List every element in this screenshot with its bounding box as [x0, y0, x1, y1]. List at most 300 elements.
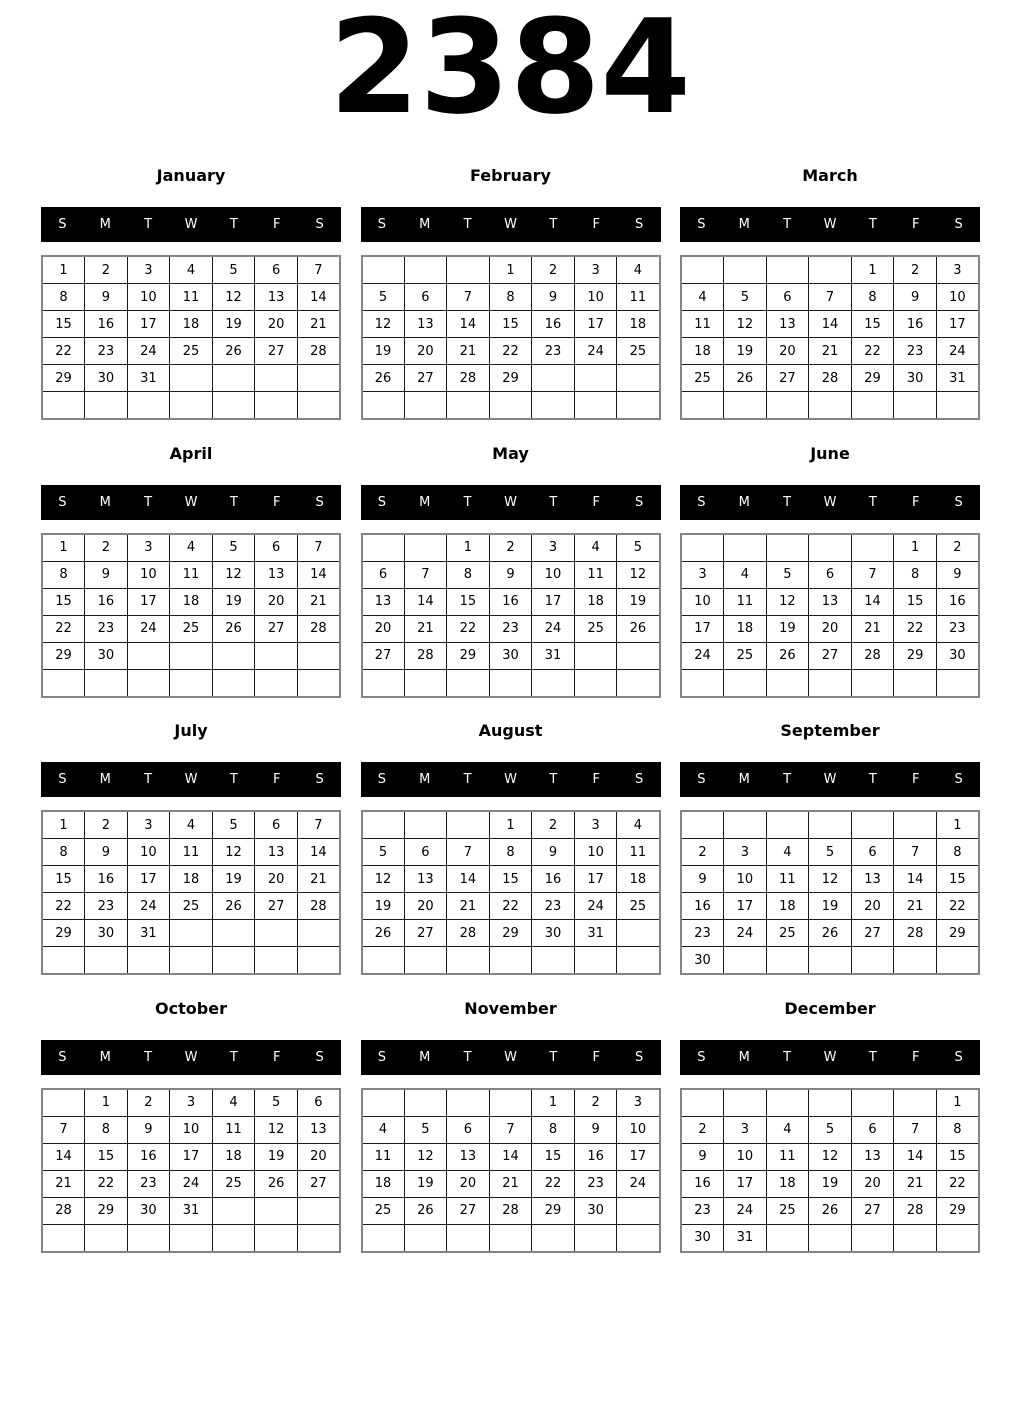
- month-name: January: [156, 166, 226, 185]
- month-day-grid: [680, 533, 980, 698]
- day-cell: 13: [447, 1143, 490, 1170]
- day-cell: 6: [447, 1116, 490, 1143]
- day-cell: 10: [127, 284, 170, 311]
- month-day-grid: [680, 1088, 980, 1253]
- day-cell: 11: [724, 588, 767, 615]
- empty-cell: [447, 256, 490, 284]
- day-cell: 27: [809, 642, 852, 669]
- day-cell: 1: [42, 534, 85, 562]
- empty-cell: [851, 669, 894, 697]
- weekday-letter: S: [377, 772, 387, 787]
- week-row: [362, 392, 660, 420]
- day-cell: 28: [489, 1197, 532, 1224]
- day-cell: 30: [85, 642, 128, 669]
- empty-cell: [809, 811, 852, 839]
- empty-cell: [212, 669, 255, 697]
- day-cell: 9: [532, 284, 575, 311]
- day-cell: 22: [851, 338, 894, 365]
- month-name: June: [810, 443, 850, 463]
- month-day-grid: [41, 533, 341, 698]
- empty-cell: [851, 1224, 894, 1252]
- empty-cell: [42, 1224, 85, 1252]
- day-cell: 2: [489, 534, 532, 562]
- day-cell: 24: [532, 615, 575, 642]
- day-cell: 26: [212, 615, 255, 642]
- weekday-letter: T: [868, 494, 877, 510]
- week-row: [362, 642, 660, 669]
- day-cell: 22: [532, 1170, 575, 1197]
- weekday-letter: W: [504, 217, 517, 232]
- day-cell: 11: [212, 1116, 255, 1143]
- day-cell: 28: [894, 1197, 937, 1224]
- day-cell: 27: [255, 338, 298, 365]
- week-row: [42, 1170, 340, 1197]
- day-cell: 27: [851, 920, 894, 947]
- day-cell: 23: [681, 1197, 724, 1224]
- empty-cell: [170, 920, 213, 947]
- empty-cell: [617, 947, 660, 975]
- empty-cell: [212, 1197, 255, 1224]
- day-cell: 24: [127, 338, 170, 365]
- day-cell: 7: [404, 561, 447, 588]
- week-row: [681, 588, 979, 615]
- day-cell: 22: [42, 893, 85, 920]
- day-cell: 7: [894, 1116, 937, 1143]
- day-cell: 9: [894, 284, 937, 311]
- empty-cell: [127, 947, 170, 975]
- day-cell: 22: [42, 615, 85, 642]
- day-cell: 29: [894, 642, 937, 669]
- day-cell: 20: [255, 588, 298, 615]
- empty-cell: [447, 947, 490, 975]
- day-cell: 29: [42, 365, 85, 392]
- day-cell: 11: [170, 284, 213, 311]
- day-cell: 5: [255, 1089, 298, 1117]
- month-day-grid: [41, 255, 341, 420]
- day-cell: 24: [681, 642, 724, 669]
- day-cell: 19: [362, 893, 405, 920]
- day-cell: 9: [936, 561, 979, 588]
- day-cell: 4: [170, 256, 213, 284]
- day-cell: 7: [297, 811, 340, 839]
- day-cell: 19: [212, 588, 255, 615]
- empty-cell: [404, 1224, 447, 1252]
- day-cell: 6: [851, 1116, 894, 1143]
- day-cell: 5: [617, 534, 660, 562]
- day-cell: 18: [170, 588, 213, 615]
- weekday-letter: T: [549, 494, 558, 510]
- weekday-letter: W: [504, 772, 517, 787]
- day-cell: 9: [574, 1116, 617, 1143]
- empty-cell: [297, 642, 340, 669]
- day-cell: 31: [127, 365, 170, 392]
- day-cell: 22: [489, 893, 532, 920]
- weekday-letter: M: [738, 217, 750, 232]
- day-cell: 23: [85, 615, 128, 642]
- day-cell: 29: [936, 1197, 979, 1224]
- week-row: [362, 338, 660, 365]
- day-cell: 15: [936, 866, 979, 893]
- day-cell: 17: [127, 588, 170, 615]
- day-cell: 11: [574, 561, 617, 588]
- day-cell: 5: [809, 1116, 852, 1143]
- day-cell: 18: [724, 615, 767, 642]
- day-cell: 17: [574, 866, 617, 893]
- day-cell: 19: [724, 338, 767, 365]
- day-cell: 26: [212, 893, 255, 920]
- weekday-letter: M: [738, 494, 750, 510]
- day-cell: 18: [362, 1170, 405, 1197]
- day-cell: 27: [255, 615, 298, 642]
- month-name: February: [470, 166, 551, 185]
- day-cell: 20: [851, 893, 894, 920]
- day-cell: 13: [255, 284, 298, 311]
- day-cell: 28: [809, 365, 852, 392]
- weekday-letter: S: [634, 217, 644, 232]
- day-cell: 1: [42, 256, 85, 284]
- day-cell: 3: [724, 839, 767, 866]
- day-cell: 5: [362, 284, 405, 311]
- day-cell: 27: [404, 920, 447, 947]
- day-cell: 18: [617, 866, 660, 893]
- day-cell: 15: [85, 1143, 128, 1170]
- month-day-grid: [680, 810, 980, 975]
- weekday-header-row: [680, 485, 980, 520]
- day-cell: 16: [936, 588, 979, 615]
- month-name: August: [478, 721, 543, 740]
- day-cell: 29: [42, 920, 85, 947]
- weekday-letter: M: [419, 217, 431, 232]
- empty-cell: [851, 534, 894, 562]
- day-cell: 1: [85, 1089, 128, 1117]
- day-cell: 2: [894, 256, 937, 284]
- day-cell: 25: [212, 1170, 255, 1197]
- empty-cell: [851, 1089, 894, 1117]
- day-cell: 8: [936, 839, 979, 866]
- empty-cell: [447, 811, 490, 839]
- empty-cell: [297, 392, 340, 420]
- day-cell: 6: [809, 561, 852, 588]
- week-row: [362, 920, 660, 947]
- day-cell: 23: [532, 893, 575, 920]
- week-row: [362, 588, 660, 615]
- day-cell: 13: [362, 588, 405, 615]
- week-row: [681, 642, 979, 669]
- weekday-letter: T: [868, 772, 877, 787]
- day-cell: 10: [127, 561, 170, 588]
- day-cell: 8: [42, 284, 85, 311]
- empty-cell: [212, 365, 255, 392]
- day-cell: 26: [724, 365, 767, 392]
- empty-cell: [212, 642, 255, 669]
- week-row: [681, 1116, 979, 1143]
- weekday-letter: S: [58, 494, 67, 510]
- day-cell: 7: [297, 534, 340, 562]
- empty-cell: [894, 392, 937, 420]
- month-may: [361, 426, 661, 704]
- empty-cell: [617, 1224, 660, 1252]
- weekday-header-row: [680, 207, 980, 242]
- week-row: [42, 365, 340, 392]
- day-cell: 20: [447, 1170, 490, 1197]
- empty-cell: [362, 1089, 405, 1117]
- day-cell: 28: [404, 642, 447, 669]
- day-cell: 25: [170, 615, 213, 642]
- day-cell: 15: [42, 866, 85, 893]
- weekday-letter: T: [144, 1049, 153, 1065]
- day-cell: 7: [447, 839, 490, 866]
- weekday-letter: S: [697, 1049, 706, 1065]
- day-cell: 6: [255, 534, 298, 562]
- day-cell: 1: [489, 811, 532, 839]
- weekday-letter: T: [783, 772, 792, 787]
- week-row: [42, 839, 340, 866]
- empty-cell: [212, 392, 255, 420]
- day-cell: 24: [936, 338, 979, 365]
- week-row: [362, 1170, 660, 1197]
- month-name: May: [492, 443, 529, 463]
- day-cell: 19: [766, 615, 809, 642]
- month-june: [680, 426, 980, 704]
- day-cell: 31: [936, 365, 979, 392]
- week-row: [42, 1197, 340, 1224]
- month-name: March: [802, 166, 858, 185]
- empty-cell: [574, 947, 617, 975]
- week-row: [42, 534, 340, 562]
- day-cell: 30: [681, 947, 724, 975]
- empty-cell: [724, 1089, 767, 1117]
- empty-cell: [447, 392, 490, 420]
- day-cell: 29: [851, 365, 894, 392]
- week-row: [681, 284, 979, 311]
- weekday-letter: T: [463, 217, 472, 232]
- week-row: [362, 284, 660, 311]
- day-cell: 28: [447, 365, 490, 392]
- empty-cell: [851, 947, 894, 975]
- day-cell: 3: [574, 256, 617, 284]
- empty-cell: [170, 642, 213, 669]
- day-cell: 12: [255, 1116, 298, 1143]
- weekday-header-row: [361, 485, 661, 520]
- day-cell: 8: [489, 284, 532, 311]
- day-cell: 4: [617, 811, 660, 839]
- weekday-letter: T: [549, 772, 558, 787]
- empty-cell: [212, 1224, 255, 1252]
- weekday-letter: S: [315, 217, 324, 232]
- empty-cell: [255, 365, 298, 392]
- day-cell: 22: [42, 338, 85, 365]
- day-cell: 18: [170, 866, 213, 893]
- day-cell: 6: [255, 811, 298, 839]
- weekday-letter: W: [504, 494, 517, 510]
- day-cell: 1: [532, 1089, 575, 1117]
- day-cell: 14: [894, 866, 937, 893]
- empty-cell: [170, 392, 213, 420]
- week-row: [42, 893, 340, 920]
- day-cell: 21: [894, 893, 937, 920]
- day-cell: 24: [724, 920, 767, 947]
- day-cell: 24: [574, 893, 617, 920]
- month-name: October: [155, 998, 227, 1018]
- day-cell: 10: [574, 839, 617, 866]
- day-cell: 31: [724, 1224, 767, 1252]
- empty-cell: [809, 534, 852, 562]
- day-cell: 16: [85, 866, 128, 893]
- day-cell: 4: [170, 811, 213, 839]
- empty-cell: [574, 365, 617, 392]
- day-cell: 30: [574, 1197, 617, 1224]
- day-cell: 21: [404, 615, 447, 642]
- day-cell: 2: [127, 1089, 170, 1117]
- day-cell: 23: [681, 920, 724, 947]
- week-row: [42, 811, 340, 839]
- day-cell: 21: [297, 311, 340, 338]
- day-cell: 5: [212, 256, 255, 284]
- day-cell: 27: [362, 642, 405, 669]
- day-cell: 12: [809, 866, 852, 893]
- week-row: [42, 866, 340, 893]
- day-cell: 15: [447, 588, 490, 615]
- empty-cell: [404, 392, 447, 420]
- day-cell: 7: [809, 284, 852, 311]
- empty-cell: [574, 392, 617, 420]
- day-cell: 29: [532, 1197, 575, 1224]
- day-cell: 20: [362, 615, 405, 642]
- day-cell: 23: [489, 615, 532, 642]
- day-cell: 21: [851, 615, 894, 642]
- day-cell: 27: [255, 893, 298, 920]
- year-title: 2384: [329, 0, 691, 143]
- weekday-letter: S: [377, 217, 387, 232]
- day-cell: 14: [894, 1143, 937, 1170]
- month-december: [680, 981, 980, 1259]
- day-cell: 12: [724, 311, 767, 338]
- empty-cell: [404, 534, 447, 562]
- empty-cell: [532, 669, 575, 697]
- day-cell: 3: [127, 811, 170, 839]
- day-cell: 20: [809, 615, 852, 642]
- day-cell: 13: [255, 839, 298, 866]
- day-cell: 25: [574, 615, 617, 642]
- day-cell: 10: [724, 1143, 767, 1170]
- day-cell: 20: [255, 311, 298, 338]
- day-cell: 4: [574, 534, 617, 562]
- empty-cell: [85, 669, 128, 697]
- weekday-letter: T: [549, 217, 558, 232]
- empty-cell: [724, 811, 767, 839]
- week-row: [681, 534, 979, 562]
- day-cell: 4: [617, 256, 660, 284]
- weekday-header-row: [680, 762, 980, 797]
- day-cell: 15: [532, 1143, 575, 1170]
- empty-cell: [362, 669, 405, 697]
- empty-cell: [85, 392, 128, 420]
- week-row: [362, 811, 660, 839]
- day-cell: 3: [574, 811, 617, 839]
- day-cell: 10: [574, 284, 617, 311]
- empty-cell: [42, 392, 85, 420]
- weekday-header-row: [41, 207, 341, 242]
- day-cell: 18: [766, 893, 809, 920]
- week-row: [681, 311, 979, 338]
- day-cell: 6: [255, 256, 298, 284]
- day-cell: 21: [297, 588, 340, 615]
- week-row: [362, 256, 660, 284]
- empty-cell: [127, 642, 170, 669]
- week-row: [681, 893, 979, 920]
- day-cell: 7: [851, 561, 894, 588]
- day-cell: 6: [297, 1089, 340, 1117]
- empty-cell: [766, 1089, 809, 1117]
- day-cell: 2: [85, 256, 128, 284]
- weekday-letter: W: [823, 1049, 837, 1065]
- weekday-letter: F: [272, 1049, 281, 1065]
- empty-cell: [724, 947, 767, 975]
- day-cell: 6: [362, 561, 405, 588]
- day-cell: 5: [724, 284, 767, 311]
- day-cell: 17: [617, 1143, 660, 1170]
- weekday-letter: M: [738, 1049, 750, 1065]
- day-cell: 30: [85, 365, 128, 392]
- weekday-letter: F: [592, 217, 600, 232]
- day-cell: 2: [681, 1116, 724, 1143]
- day-cell: 14: [42, 1143, 85, 1170]
- empty-cell: [574, 642, 617, 669]
- weekday-letter: M: [419, 772, 431, 787]
- day-cell: 4: [766, 839, 809, 866]
- weekday-letter: T: [783, 494, 792, 510]
- month-name: December: [784, 998, 876, 1018]
- week-row: [42, 920, 340, 947]
- weekday-letter: W: [504, 1049, 517, 1065]
- month-march: [680, 148, 980, 426]
- month-day-grid: [361, 810, 661, 975]
- month-august: [361, 703, 661, 981]
- weekday-letter: S: [697, 217, 706, 232]
- day-cell: 25: [617, 338, 660, 365]
- day-cell: 20: [851, 1170, 894, 1197]
- weekday-letter: F: [911, 494, 920, 510]
- empty-cell: [681, 669, 724, 697]
- week-row: [681, 947, 979, 975]
- day-cell: 11: [766, 1143, 809, 1170]
- day-cell: 28: [297, 893, 340, 920]
- day-cell: 4: [681, 284, 724, 311]
- day-cell: 6: [851, 839, 894, 866]
- day-cell: 2: [574, 1089, 617, 1117]
- empty-cell: [809, 669, 852, 697]
- empty-cell: [894, 669, 937, 697]
- weekday-letter: F: [272, 772, 281, 787]
- week-row: [681, 920, 979, 947]
- empty-cell: [447, 1224, 490, 1252]
- day-cell: 19: [362, 338, 405, 365]
- day-cell: 25: [170, 338, 213, 365]
- empty-cell: [362, 1224, 405, 1252]
- day-cell: 11: [617, 284, 660, 311]
- day-cell: 11: [170, 561, 213, 588]
- day-cell: 13: [404, 311, 447, 338]
- empty-cell: [617, 1197, 660, 1224]
- month-day-grid: [361, 533, 661, 698]
- day-cell: 9: [85, 839, 128, 866]
- empty-cell: [255, 392, 298, 420]
- day-cell: 24: [127, 615, 170, 642]
- day-cell: 29: [42, 642, 85, 669]
- week-row: [362, 669, 660, 697]
- day-cell: 1: [489, 256, 532, 284]
- day-cell: 6: [404, 839, 447, 866]
